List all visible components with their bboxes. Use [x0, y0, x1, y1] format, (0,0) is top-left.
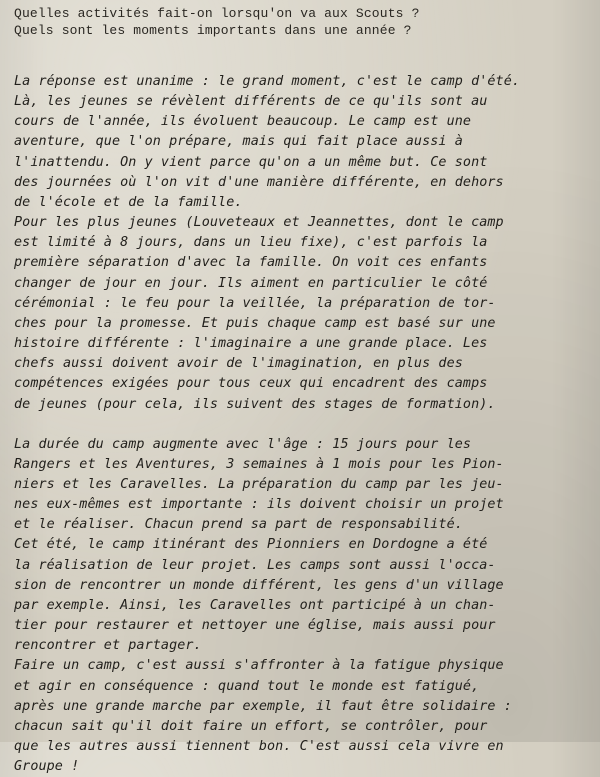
- text-line: après une grande marche par exemple, il faut être solidaire :: [14, 698, 512, 714]
- heading-questions: [14, 6, 594, 39]
- text-line: sion de rencontrer un monde différent, les gens d'un village: [14, 577, 504, 593]
- paragraph: [14, 535, 594, 656]
- paragraph: [14, 213, 594, 415]
- text-line: de l'école et de la famille.: [14, 194, 243, 210]
- text-line: est limité à 8 jours, dans un lieu fixe), c'est parfois la: [14, 235, 488, 251]
- text-line: histoire différente : l'imaginaire a une grande place. Les: [14, 336, 488, 352]
- text-line: Cet été, le camp itinérant des Pionniers en Dordogne a été: [14, 537, 488, 553]
- text-line: et le réaliser. Chacun prend sa part de responsabilité.: [14, 517, 463, 533]
- paragraph: [14, 656, 594, 777]
- document-page: [14, 6, 594, 775]
- text-line: rencontrer et partager.: [14, 638, 202, 654]
- text-line: Faire un camp, c'est aussi s'affronter à la fatigue physique: [14, 658, 504, 674]
- text-line: la réalisation de leur projet. Les camps sont aussi l'occa-: [14, 557, 496, 573]
- text-line: aventure, que l'on prépare, mais qui fait place aussi à: [14, 134, 463, 150]
- text-line: chefs aussi doivent avoir de l'imagination, en plus des: [14, 356, 463, 372]
- text-line: ches pour la promesse. Et puis chaque camp est basé sur une: [14, 315, 496, 331]
- text-line: de jeunes (pour cela, ils suivent des stages de formation).: [14, 396, 496, 412]
- text-line: Là, les jeunes se révèlent différents de ce qu'ils sont au: [14, 94, 488, 110]
- heading-line: Quelles activités fait-on lorsqu'on va aux Scouts ?: [14, 6, 420, 21]
- text-line: l'inattendu. On y vient parce qu'on a un même but. Ce sont: [14, 154, 488, 170]
- text-line: niers et les Caravelles. La préparation du camp par les jeu-: [14, 476, 504, 492]
- text-line: nes eux-mêmes est importante : ils doivent choisir un projet: [14, 497, 504, 513]
- text-line: La réponse est unanime : le grand moment, c'est le camp d'été.: [14, 74, 521, 89]
- text-line: tier pour restaurer et nettoyer une église, mais aussi pour: [14, 618, 496, 634]
- text-line: changer de jour en jour. Ils aiment en particulier le côté: [14, 275, 488, 291]
- text-line: et agir en conséquence : quand tout le monde est fatigué,: [14, 678, 480, 694]
- text-line: cours de l'année, ils évoluent beaucoup. Le camp est une: [14, 114, 472, 130]
- paragraph: [14, 435, 594, 536]
- text-line: des journées où l'on vit d'une manière différente, en dehors: [14, 174, 504, 190]
- article-body: [14, 72, 594, 777]
- paragraph: [14, 72, 594, 213]
- text-line: chacun sait qu'il doit faire un effort, se contrôler, pour: [14, 718, 488, 734]
- heading-line: Quels sont les moments importants dans une année ?: [14, 22, 412, 38]
- text-line: Groupe !: [14, 759, 80, 775]
- text-line: par exemple. Ainsi, les Caravelles ont participé à un chan-: [14, 597, 496, 613]
- text-line: La durée du camp augmente avec l'âge : 15 jours pour les: [14, 436, 472, 452]
- text-line: que les autres aussi tiennent bon. C'est aussi cela vivre en: [14, 739, 504, 754]
- text-line: première séparation d'avec la famille. On voit ces enfants: [14, 255, 488, 271]
- text-line: Pour les plus jeunes (Louveteaux et Jeannettes, dont le camp: [14, 215, 504, 231]
- text-line: cérémonial : le feu pour la veillée, la préparation de tor-: [14, 295, 496, 311]
- text-line: compétences exigées pour tous ceux qui encadrent des camps: [14, 376, 488, 392]
- text-line: Rangers et les Aventures, 3 semaines à 1 mois pour les Pion-: [14, 456, 504, 472]
